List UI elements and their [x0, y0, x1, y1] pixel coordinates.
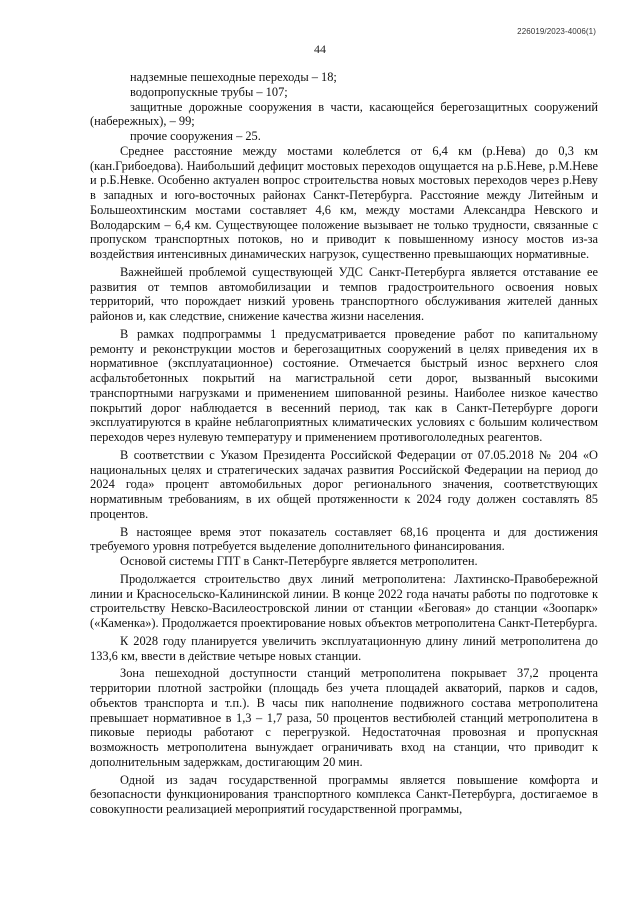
page-number: 44 — [314, 42, 326, 56]
list-item-culverts: водопропускные трубы – 107; — [130, 84, 288, 99]
list-item-pedestrian-crossings: надземные пешеходные переходы – 18; — [130, 70, 337, 84]
paragraph-current-indicator: В настоящее время этот показатель составляет 68,16 процента и для достижения требуемого уровня потребуется выделение дополнительного финансирования. — [90, 524, 598, 554]
list-item-protective-structures: защитные дорожные сооружения в части, касающейся берегозащитных сооружений (набережных), – 99; — [90, 99, 598, 129]
paragraph-subprogram-1: В рамках подпрограммы 1 предусматривается проведение работ по капитальному ремонту и реконструкции мостов и берегозащитных сооружений в целях приведения их в нормативное (эксплуатационное) состояние. Отмечается быстрый износ верхнего слоя асфальтобетонных покрытий на магистральной сети дорог, вызванный высокими транспортными нагрузками и применением шипованной резины. Наиболее низкое качество покрытий дорог наблюдается в весенний период, так как в Санкт-Петербурге дороги эксплуатируются в крайне неблагоприятных климатических условиях с большим количеством переходов через нулевую температуру и применением противогололедных реагентов. — [90, 326, 598, 444]
paragraph-metro-coverage: Зона пешеходной доступности станций метрополитена покрывает 37,2 процента территории плотной застройки (площадь без учета площадей акваторий, парков и садов, объектов транспорта и т.п.). В часы пик наполнение подвижного состава метрополитена превышает нормативное в 1,3 – 1,7 раза, 50 процентов вестибюлей станций метрополитена в пиковые периоды работают с перегрузкой. Недостаточная провозная и пропускная возможность метрополитена вынуждает ограничивать вход на станции, что приводит к дополнительным задержкам, достигающим 20 мин. — [90, 666, 598, 769]
paragraph-uds-problem: Важнейшей проблемой существующей УДС Санкт-Петербурга является отставание ее развития от темпов автомобилизации и темпов градостроительного освоения новых территорий, что порождает низкий уровень транспортного обслуживания жителей данных районов и, как следствие, снижение качества жизни населения. — [90, 264, 598, 323]
paragraph-metro-basis: Основой системы ГПТ в Санкт-Петербурге является метрополитен. — [120, 554, 478, 568]
paragraph-program-goal: Одной из задач государственной программы является повышение комфорта и безопасности функционирования транспортного комплекса Санкт-Петербурга, достигаемое в совокупности реализацией мероприятий государственной программы, — [90, 772, 598, 816]
paragraph-metro-construction: Продолжается строительство двух линий метрополитена: Лахтинско-Правобережной линии и Красносельско-Калининской линии. В конце 2022 года начаты работы по подготовке к строительству Невско-Василеостровской линии от станции «Беговая» до станции «Зоопарк» («Каменка»). Продолжается проектирование новых объектов метрополитена Санкт-Петербурга. — [90, 571, 598, 630]
list-item-other-structures: прочие сооружения – 25. — [130, 129, 261, 143]
paragraph-presidential-decree: В соответствии с Указом Президента Российской Федерации от 07.05.2018 № 204 «О национальных целях и стратегических задачах развития Российской Федерации на период до 2024 года» процент автомобильных дорог регионального значения, соответствующих нормативным требованиям, в их общей протяженности к 2024 году должен составлять 85 процентов. — [90, 447, 598, 521]
paragraph-bridges-distance: Среднее расстояние между мостами колеблется от 6,4 км (р.Нева) до 0,3 км (кан.Грибоедова). Наибольший дефицит мостовых переходов ощущается на р.Б.Неве, р.М.Неве и р.Б.Невке. Особенно актуален вопрос строительства новых мостовых переходов через р.Неву в западных и юго-восточных районах Санкт-Петербурга. Расстояние между Литейным и Большеохтинским мостами составляет 4,6 км, между мостами Александра Невского и Володарским – 6,4 км. Существующее положение вызывает не только трудности, связанные с пропуском транспортных потоков, но и приводит к повышенному износу мостов из-за воздействия интенсивных динамических нагрузок, существенно превышающих нормативные. — [90, 143, 598, 261]
paragraph-metro-2028: К 2028 году планируется увеличить эксплуатационную длину линий метрополитена до 133,6 км, ввести в действие четыре новых станции. — [90, 633, 598, 663]
document-number: 226019/2023-4006(1) — [517, 27, 596, 36]
document-body — [90, 70, 598, 817]
